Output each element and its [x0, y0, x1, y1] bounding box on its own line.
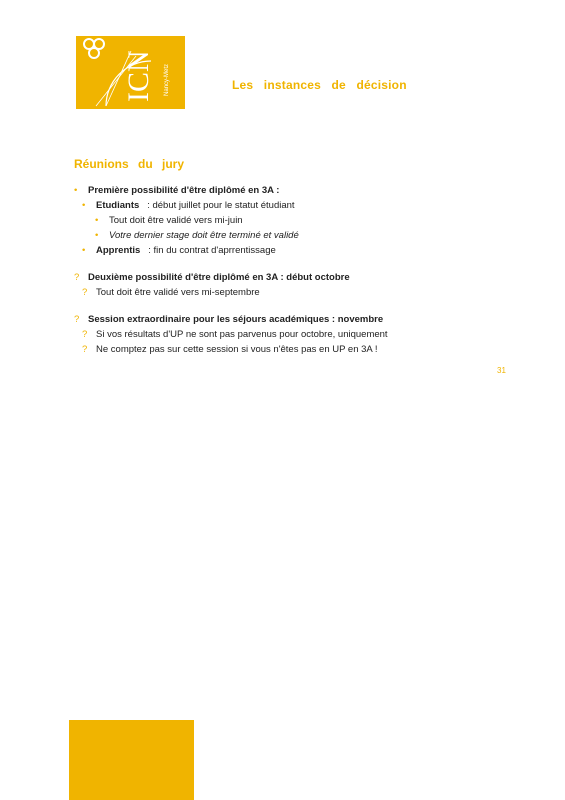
list-item	[82, 245, 276, 257]
list-item	[95, 215, 243, 227]
list-item	[74, 272, 350, 284]
footer-accent-block	[69, 720, 194, 800]
list-item-text: Tout doit être validé vers mi-septembre	[96, 287, 260, 298]
bullet-marker: •	[95, 215, 99, 226]
list-item-text: Première possibilité d'être diplômé en 3A :	[88, 185, 280, 196]
list-item-label: Etudiants	[96, 200, 140, 211]
list-item	[82, 344, 378, 356]
list-item	[82, 200, 295, 212]
logo-graphic	[76, 36, 185, 109]
list-item-text: : début juillet pour le statut étudiant	[147, 200, 295, 211]
section-title: Réunions du jury	[74, 157, 185, 171]
icn-logo	[76, 36, 185, 109]
logo-text: ICN	[122, 50, 155, 102]
list-item-text: Session extraordinaire pour les séjours académiques : novembre	[88, 314, 384, 325]
list-item	[82, 287, 260, 299]
list-item	[95, 230, 299, 242]
list-item-text: Votre dernier stage doit être terminé et validé	[109, 230, 299, 241]
bullet-marker: ?	[82, 329, 88, 340]
bullet-marker: ?	[82, 344, 88, 355]
page-number: 31	[497, 366, 506, 375]
list-item-text: : fin du contrat d'aprrentissage	[148, 245, 276, 256]
bullet-marker: •	[82, 200, 86, 211]
list-item	[82, 329, 388, 341]
bullet-marker: ?	[74, 272, 80, 283]
list-item	[74, 185, 279, 197]
bullet-marker: ?	[82, 287, 88, 298]
bullet-marker: •	[82, 245, 86, 256]
page-title: Les instances de décision	[232, 78, 407, 92]
list-item-text: Deuxième possibilité d'être diplômé en 3A : début octobre	[88, 272, 350, 283]
bullet-marker: •	[74, 185, 78, 196]
logo-subtext: Nancy-Metz	[164, 63, 170, 96]
bullet-marker: ?	[74, 314, 80, 325]
list-item-text: Tout doit être validé vers mi-juin	[109, 215, 243, 226]
list-item	[74, 314, 383, 326]
bullet-marker: •	[95, 230, 99, 241]
list-item-text: Si vos résultats d'UP ne sont pas parvenus pour octobre, uniquement	[96, 329, 388, 340]
list-item-label: Apprentis	[96, 245, 141, 256]
list-item-text: Ne comptez pas sur cette session si vous n'êtes pas en UP en 3A !	[96, 344, 378, 355]
